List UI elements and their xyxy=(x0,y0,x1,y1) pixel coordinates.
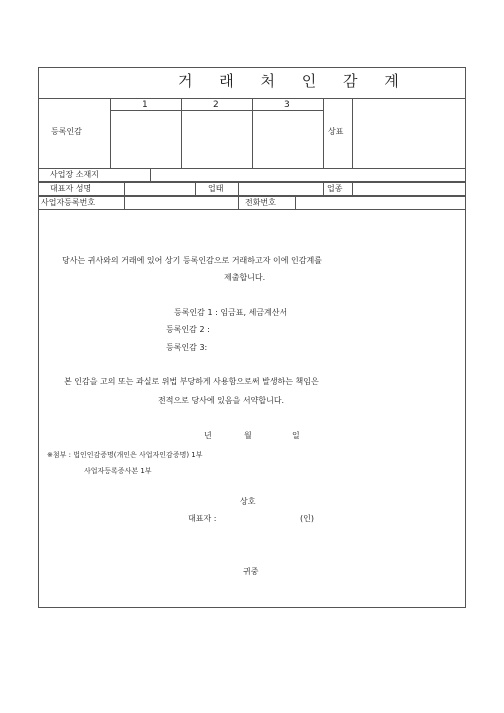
form-title: 거 래 처 인 감 계 xyxy=(178,72,410,90)
seal-col-divider-2 xyxy=(252,98,253,168)
registration-no-label: 사업자등록번호 xyxy=(41,198,96,207)
reg-divider-3 xyxy=(295,196,296,210)
representative-sign-label: 대표자 : xyxy=(188,514,217,523)
seal-label: 등록인감 xyxy=(51,127,82,136)
address-field[interactable] xyxy=(151,169,465,181)
attachment-line-2: 사업자등록증사본 1부 xyxy=(84,467,152,475)
addressee: 귀중 xyxy=(243,567,259,576)
seal-header-divider xyxy=(110,110,323,111)
reg-divider-2 xyxy=(238,196,239,210)
trademark-divider xyxy=(352,98,353,168)
representative-label: 대표자 성명 xyxy=(50,184,92,193)
phone-label: 전화번호 xyxy=(245,198,276,207)
seal-use-2: 등록인감 2 : xyxy=(166,325,210,334)
rep-divider-3 xyxy=(238,182,239,196)
seal-col-divider-3 xyxy=(323,98,324,168)
seal-use-1: 등록인감 1 : 임금표, 세금계산서 xyxy=(174,308,288,317)
statement-line-1: 당사는 귀사와의 거래에 있어 상기 등록인감으로 거래하고자 이에 인감계를 xyxy=(62,256,322,265)
date-month: 월 xyxy=(244,431,252,440)
representative-row xyxy=(38,182,466,196)
date-year: 년 xyxy=(204,431,212,440)
seal-mark: (인) xyxy=(300,514,314,523)
seal-column-2-header: 2 xyxy=(213,100,219,110)
attachment-line-1: ※첨부 : 법인인감증명(개인은 사업자인감증명) 1부 xyxy=(47,451,203,459)
rep-divider-2 xyxy=(195,182,196,196)
business-item-label: 업종 xyxy=(327,184,343,193)
address-label: 사업장 소재지 xyxy=(50,170,99,179)
reg-divider-1 xyxy=(124,196,125,210)
business-type-label: 업태 xyxy=(208,184,224,193)
date-day: 일 xyxy=(292,431,300,440)
seal-use-3: 등록인감 3: xyxy=(166,343,208,352)
rep-divider-1 xyxy=(124,182,125,196)
seal-column-1-header: 1 xyxy=(142,100,148,110)
rep-divider-4 xyxy=(323,182,324,196)
statement-line-2: 제출합니다. xyxy=(224,273,266,282)
seal-col-divider-1 xyxy=(181,98,182,168)
rep-divider-5 xyxy=(352,182,353,196)
company-label: 상호 xyxy=(240,497,256,506)
seal-label-divider xyxy=(110,98,111,168)
pledge-line-2: 전적으로 당사에 있음을 서약합니다. xyxy=(158,396,285,405)
trademark-label: 상표 xyxy=(328,127,344,136)
seal-column-3-header: 3 xyxy=(284,100,290,110)
pledge-line-1: 본 인감을 고의 또는 과실로 위법 부당하게 사용함으로써 발생하는 책임은 xyxy=(64,377,319,386)
